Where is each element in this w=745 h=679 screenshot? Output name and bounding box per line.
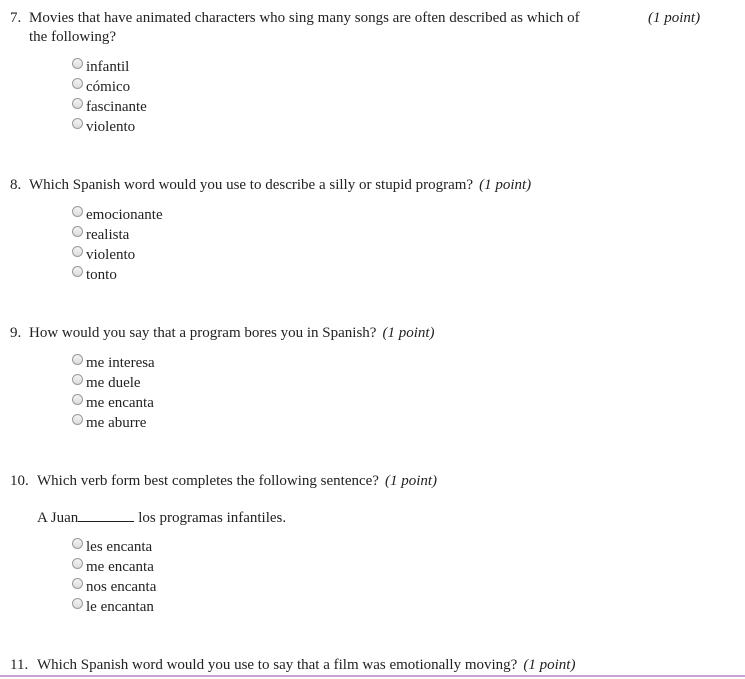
sentence-blank — [78, 508, 134, 522]
question-text-line-1: Movies that have animated characters who sing many songs are often described as which of — [29, 10, 580, 26]
option-label[interactable]: violento — [86, 119, 136, 135]
fill-in-sentence — [37, 508, 745, 528]
answer-option[interactable] — [72, 245, 745, 265]
answer-options — [72, 57, 745, 137]
radio-button[interactable] — [72, 58, 83, 69]
answer-options — [72, 353, 745, 433]
answer-options — [72, 205, 745, 285]
answer-option[interactable] — [72, 205, 745, 225]
question-number: 7. — [10, 10, 22, 26]
question-11 — [0, 656, 745, 675]
option-label[interactable]: me aburre — [86, 415, 147, 431]
radio-button[interactable] — [72, 118, 83, 129]
radio-button[interactable] — [72, 538, 83, 549]
answer-option[interactable] — [72, 413, 745, 433]
radio-button[interactable] — [72, 246, 83, 257]
answer-option[interactable] — [72, 265, 745, 285]
answer-option[interactable] — [72, 537, 745, 557]
radio-button[interactable] — [72, 226, 83, 237]
answer-option[interactable] — [72, 77, 745, 97]
answer-option[interactable] — [72, 117, 745, 137]
option-label[interactable]: me encanta — [86, 395, 154, 411]
question-number: 8. — [10, 177, 22, 193]
radio-button[interactable] — [72, 598, 83, 609]
answer-option[interactable] — [72, 353, 745, 373]
radio-button[interactable] — [72, 78, 83, 89]
question-9 — [0, 324, 745, 433]
option-label[interactable]: infantil — [86, 59, 130, 75]
question-9-stem — [0, 324, 745, 343]
option-label[interactable]: les encanta — [86, 539, 153, 555]
radio-button[interactable] — [72, 266, 83, 277]
question-points: (1 point) — [384, 473, 438, 489]
question-number: 11. — [10, 657, 29, 673]
question-points: (1 point) — [648, 10, 701, 26]
question-number: 9. — [10, 325, 22, 341]
answer-option[interactable] — [72, 57, 745, 77]
option-label[interactable]: me duele — [86, 375, 141, 391]
question-8-stem — [0, 176, 745, 195]
radio-button[interactable] — [72, 206, 83, 217]
question-10-stem — [0, 472, 745, 491]
radio-button[interactable] — [72, 578, 83, 589]
question-7-stem — [0, 9, 745, 47]
question-text: Which verb form best completes the following sentence? — [37, 473, 379, 489]
answer-option[interactable] — [72, 97, 745, 117]
answer-option[interactable] — [72, 225, 745, 245]
radio-button[interactable] — [72, 374, 83, 385]
question-text: Which Spanish word would you use to say that a film was emotionally moving? — [37, 657, 518, 673]
question-points: (1 point) — [382, 325, 435, 341]
question-text: How would you say that a program bores you in Spanish? — [29, 325, 377, 341]
bottom-divider — [0, 675, 745, 677]
question-number: 10. — [10, 473, 29, 489]
sentence-start: A Juan — [37, 510, 79, 526]
radio-button[interactable] — [72, 98, 83, 109]
option-label[interactable]: emocionante — [86, 207, 163, 223]
radio-button[interactable] — [72, 558, 83, 569]
question-10 — [0, 472, 745, 617]
question-points: (1 point) — [479, 177, 532, 193]
radio-button[interactable] — [72, 414, 83, 425]
option-label[interactable]: cómico — [86, 79, 131, 95]
answer-option[interactable] — [72, 393, 745, 413]
radio-button[interactable] — [72, 394, 83, 405]
option-label[interactable]: me interesa — [86, 355, 155, 371]
question-8 — [0, 176, 745, 285]
question-text: Which Spanish word would you use to describe a silly or stupid program? — [29, 177, 474, 193]
radio-button[interactable] — [72, 354, 83, 365]
option-label[interactable]: me encanta — [86, 559, 154, 575]
answer-option[interactable] — [72, 597, 745, 617]
answer-option[interactable] — [72, 373, 745, 393]
question-7 — [0, 9, 745, 137]
question-points: (1 point) — [523, 657, 576, 673]
sentence-end: los programas infantiles. — [138, 510, 287, 526]
answer-option[interactable] — [72, 557, 745, 577]
option-label[interactable]: fascinante — [86, 99, 147, 115]
question-text-line-2: the following? — [29, 29, 117, 45]
answer-option[interactable] — [72, 577, 745, 597]
option-label[interactable]: tonto — [86, 267, 117, 283]
answer-options — [72, 537, 745, 617]
option-label[interactable]: le encantan — [86, 599, 154, 615]
option-label[interactable]: violento — [86, 247, 136, 263]
option-label[interactable]: nos encanta — [86, 579, 157, 595]
option-label[interactable]: realista — [86, 227, 130, 243]
question-11-stem — [0, 656, 745, 675]
